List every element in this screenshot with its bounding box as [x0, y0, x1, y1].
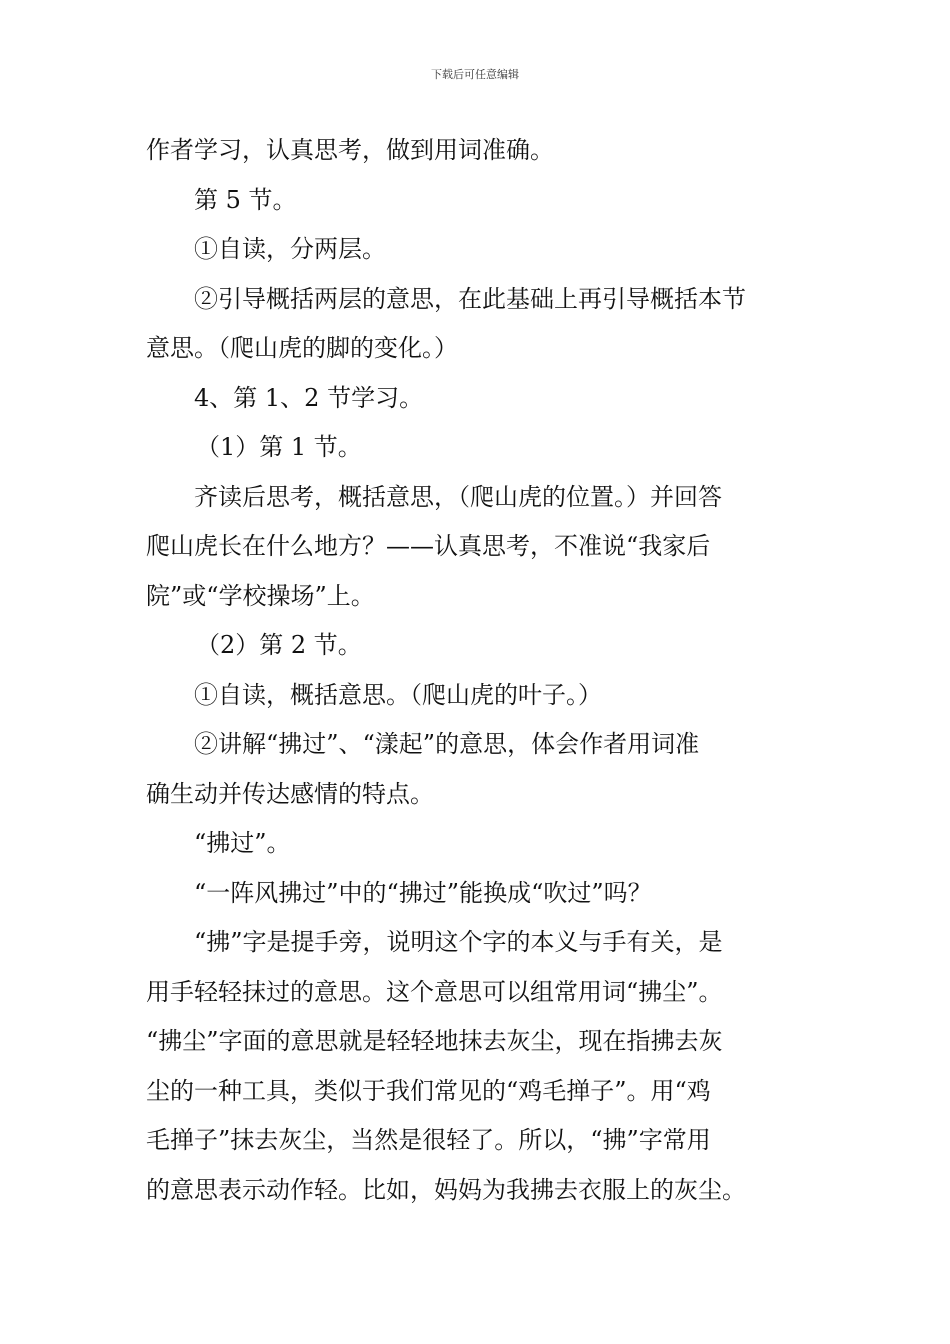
- paragraph: [146, 176, 808, 226]
- text-line: 用手轻轻抹过的意思。这个意思可以组常用词“拂尘”。: [146, 977, 723, 1006]
- paragraph: [146, 869, 808, 919]
- text-line: ①自读，分两层。: [194, 235, 386, 263]
- text-line: （2）第 2 节。: [196, 631, 362, 659]
- text-line: 的意思表示动作轻。比如，妈妈为我拂去衣服上的灰尘。: [146, 1175, 746, 1204]
- text-line: 4、第 1、2 节学习。: [194, 383, 424, 412]
- paragraph: [146, 275, 808, 374]
- text-line: 爬山虎长在什么地方？——认真思考，不准说“我家后: [146, 532, 711, 560]
- text-line: ①自读，概括意思。（爬山虎的叶子。）: [194, 680, 602, 709]
- paragraph: [146, 374, 808, 424]
- paragraph: [146, 126, 808, 176]
- text-line: ②讲解“拂过”、“漾起”的意思，体会作者用词准: [194, 730, 700, 758]
- text-line: “拂尘”字面的意思就是轻轻地抹去灰尘，现在指拂去灰: [146, 1027, 723, 1055]
- paragraph: [146, 918, 808, 1215]
- page-header: 下载后可任意编辑: [431, 68, 519, 81]
- paragraph: [146, 225, 808, 275]
- paragraph: [146, 621, 808, 671]
- text-line: 院”或“学校操场”上。: [146, 581, 375, 610]
- paragraph: [146, 819, 808, 869]
- text-line: 齐读后思考，概括意思，（爬山虎的位置。）并回答: [194, 482, 722, 511]
- text-line: “拂过”。: [194, 829, 291, 857]
- paragraph: [146, 671, 808, 721]
- text-line: “一阵风拂过”中的“拂过”能换成“吹过”吗？: [194, 878, 652, 907]
- text-line: 尘的一种工具，类似于我们常见的“鸡毛掸子”。用“鸡: [146, 1076, 711, 1105]
- text-line: 确生动并传达感情的特点。: [146, 779, 434, 808]
- text-line: 作者学习，认真思考，做到用词准确。: [146, 136, 554, 164]
- text-line: 第 5 节。: [194, 185, 297, 214]
- document-body: [146, 126, 808, 1215]
- paragraph: [146, 473, 808, 622]
- text-line: （1）第 1 节。: [196, 433, 362, 461]
- paragraph: [146, 423, 808, 473]
- text-line: 意思。（爬山虎的脚的变化。）: [146, 334, 458, 362]
- text-line: ②引导概括两层的意思，在此基础上再引导概括本节: [194, 284, 746, 313]
- paragraph: [146, 720, 808, 819]
- text-line: 毛掸子”抹去灰尘，当然是很轻了。所以，“拂”字常用: [146, 1126, 711, 1154]
- text-line: “拂”字是提手旁，说明这个字的本义与手有关，是: [194, 928, 723, 956]
